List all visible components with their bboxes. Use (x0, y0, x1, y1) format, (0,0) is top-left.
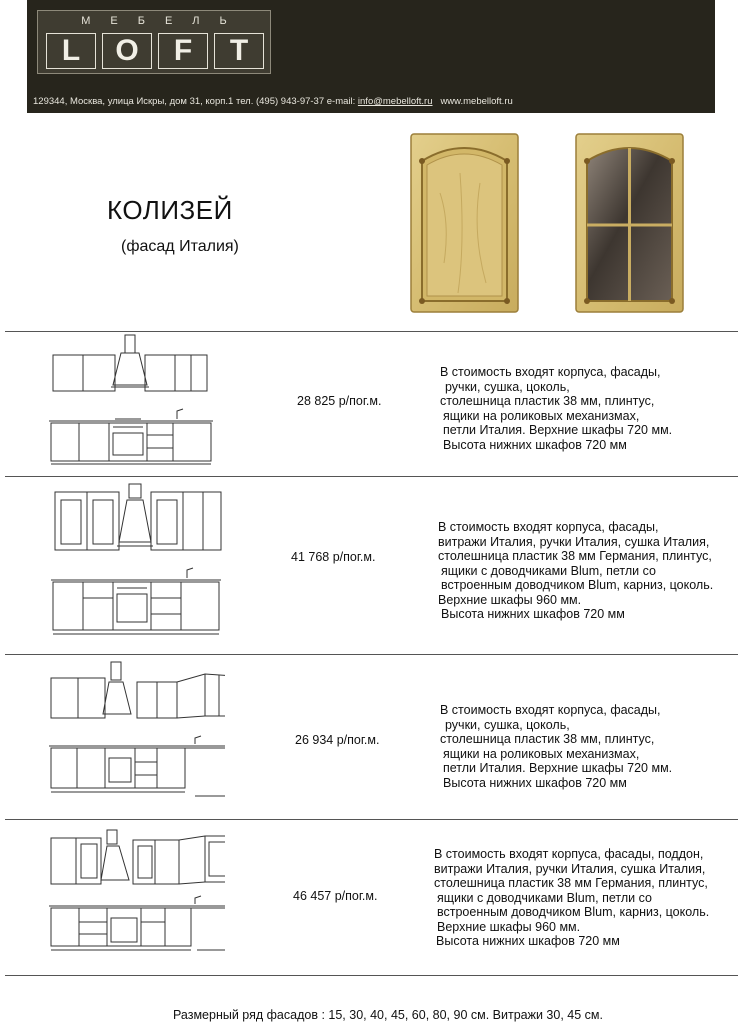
description-line: столешница пластик 38 мм Германия, плинтус, (438, 549, 712, 563)
product-title: КОЛИЗЕЙ (107, 195, 233, 225)
description-line: ящики с доводчиками Blum, петли со (441, 563, 656, 578)
description-line: столешница пластик 38 мм, плинтус, (440, 394, 655, 408)
description-line: Верхние шкафы 960 мм. (437, 919, 581, 934)
glass-door-image (575, 133, 684, 313)
row-description (434, 847, 709, 949)
logo-letter: T (214, 33, 264, 69)
description-line: витражи Италия, ручки Италия, сушка Италия, (434, 861, 706, 876)
description-line: Высота нижних шкафов 720 мм (441, 607, 625, 621)
kitchen-sketch-corner-glass (45, 826, 225, 958)
kitchen-sketch-straight-glass (45, 480, 225, 648)
description-line: В стоимость входят корпуса, фасады, (440, 365, 661, 379)
description-line: В стоимость входят корпуса, фасады, поддон, (434, 847, 704, 861)
facade-sizes-note: Размерный ряд фасадов : 15, 30, 40, 45, 60, 80, 90 см. Витражи 30, 45 см. (173, 1008, 603, 1022)
logo-letter: L (46, 33, 96, 69)
kitchen-sketch-corner (45, 658, 225, 816)
logo-letters (46, 33, 264, 69)
description-line: В стоимость входят корпуса, фасады, (440, 703, 661, 717)
description-line: Высота нижних шкафов 720 мм (443, 437, 627, 452)
row-price: 46 457 р/пог.м. (293, 889, 378, 903)
row-description (440, 365, 672, 452)
section-divider (5, 975, 738, 976)
kitchen-sketch-straight (45, 333, 225, 473)
description-line: встроенным доводчиком Blum, карниз, цоколь. (441, 578, 714, 592)
description-line: ящики на роликовых механизмах, (443, 746, 640, 761)
description-line: Высота нижних шкафов 720 мм (436, 934, 620, 948)
description-line: Верхние шкафы 960 мм. (438, 592, 582, 607)
description-line: столешница пластик 38 мм, плинтус, (440, 732, 655, 746)
website-link[interactable]: www.mebelloft.ru (440, 96, 513, 107)
logo-tagline: МЕБЕЛЬ (81, 15, 247, 27)
description-line: ящики на роликовых механизмах, (443, 408, 640, 423)
row-price: 28 825 р/пог.м. (297, 394, 382, 408)
description-line: витражи Италия, ручки Италия, сушка Италия, (438, 534, 710, 549)
description-line: столешница пластик 38 мм Германия, плинтус, (434, 876, 708, 890)
section-divider (5, 654, 738, 655)
description-line: петли Италия. Верхние шкафы 720 мм. (443, 761, 673, 775)
email-link[interactable]: info@mebelloft.ru (357, 96, 433, 107)
description-line: петли Италия. Верхние шкафы 720 мм. (443, 423, 673, 437)
solid-door-image (410, 133, 519, 313)
row-price: 41 768 р/пог.м. (291, 550, 376, 564)
description-line: В стоимость входят корпуса, фасады, (438, 520, 659, 534)
row-description (440, 703, 672, 790)
description-line: ящики с доводчиками Blum, петли со (437, 890, 652, 905)
description-line: Высота нижних шкафов 720 мм (443, 775, 627, 790)
row-description (438, 520, 713, 622)
section-divider (5, 331, 738, 332)
description-line: ручки, сушка, цоколь, (445, 717, 570, 732)
header-banner (27, 0, 715, 113)
row-price: 26 934 р/пог.м. (295, 733, 380, 747)
section-divider (5, 476, 738, 477)
logo-letter: O (102, 33, 152, 69)
product-subtitle: (фасад Италия) (121, 238, 239, 255)
logo-letter: F (158, 33, 208, 69)
description-line: ручки, сушка, цоколь, (445, 379, 570, 394)
brand-logo (37, 10, 271, 74)
description-line: встроенным доводчиком Blum, карниз, цоколь. (437, 905, 710, 919)
address-text: 129344, Москва, улица Искры, дом 31, корп.1 тел. (495) 943-97-37 e-mail: (33, 96, 358, 107)
section-divider (5, 819, 738, 820)
contact-line (33, 96, 513, 107)
